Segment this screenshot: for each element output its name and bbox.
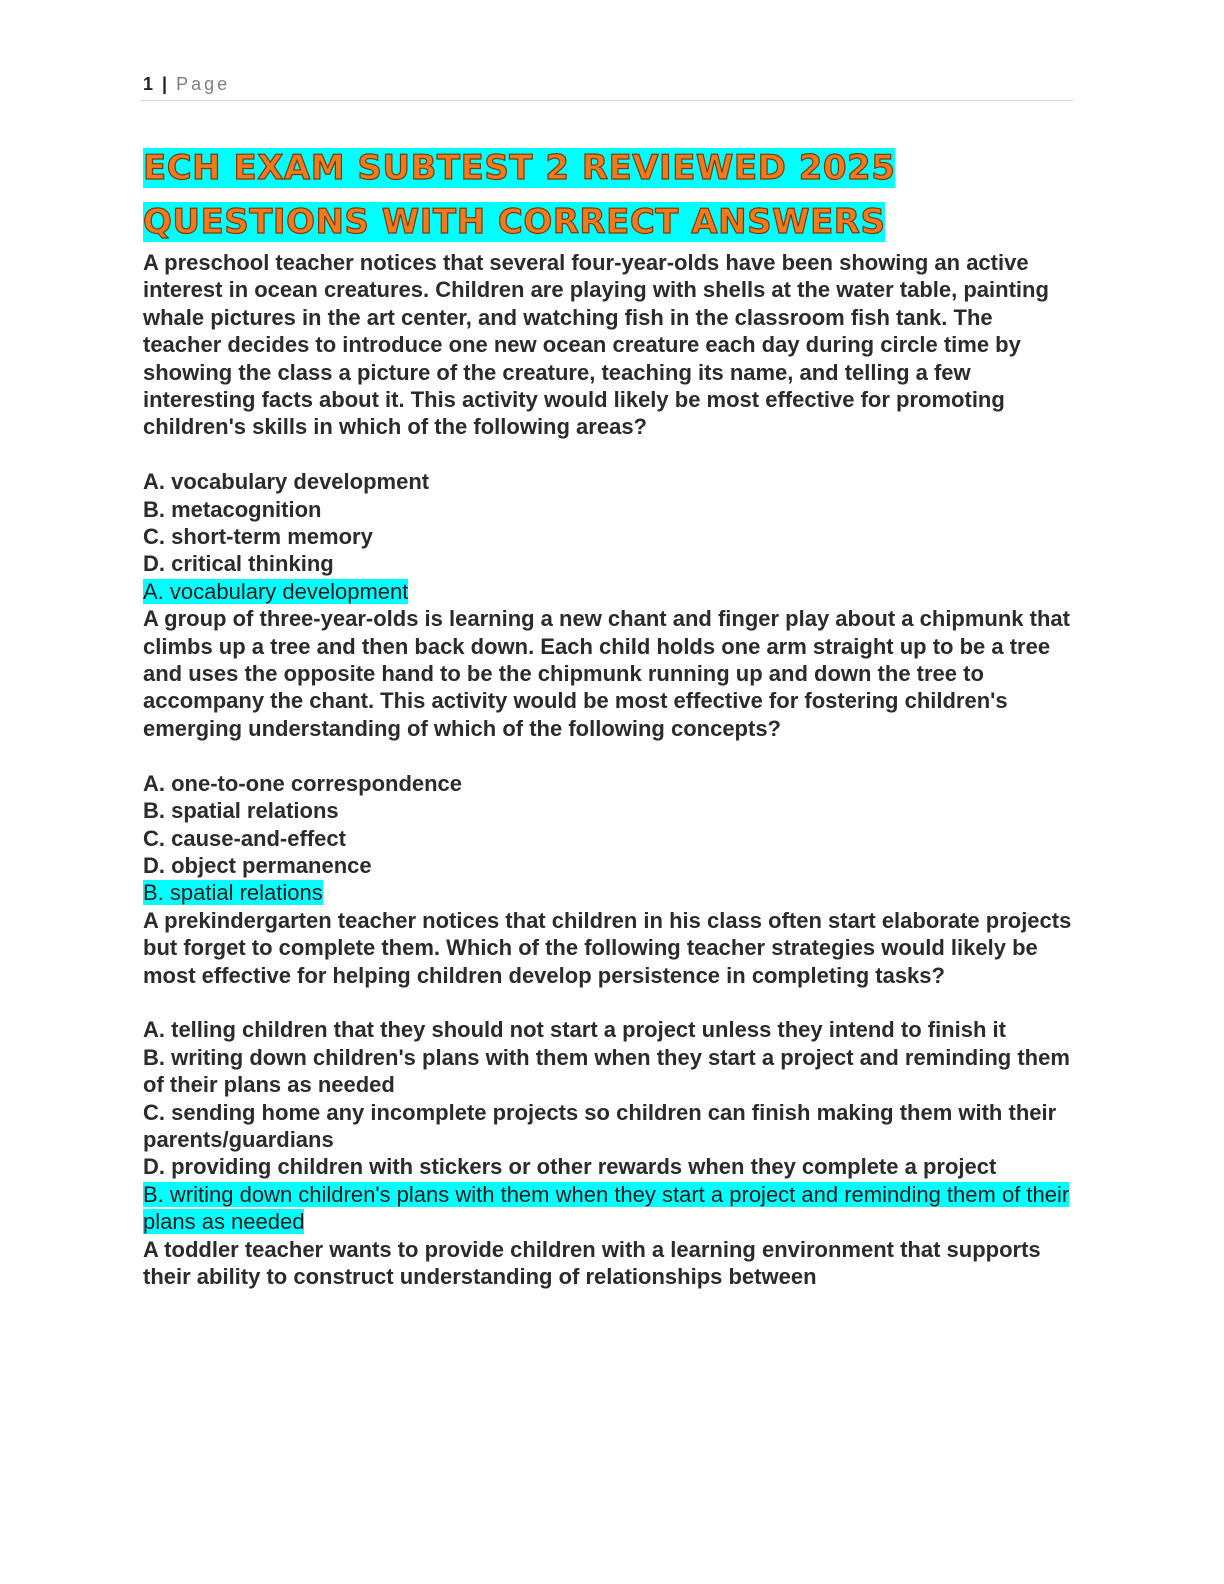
blank-line [143, 441, 1073, 468]
option-a: A. one-to-one correspondence [143, 770, 463, 796]
question-text: A group of three-year-olds is learning a new chant and finger play about a chipmunk that climbs up a tree and then back down. Each child holds one arm straight up to be a tree and uses the opposite hand to be the chipmunk running up and down the tree to accompany the chant. This activity would be most effective for fostering children's emerging understanding of which of the following concepts? [143, 606, 1070, 741]
option-b: B. metacognition [143, 496, 322, 522]
option-d: D. object permanence [143, 852, 372, 878]
option-a: A. vocabulary development [143, 469, 430, 495]
document-title [143, 141, 1073, 249]
answer-highlight: B. spatial relations [143, 880, 323, 906]
blank-line [143, 989, 1073, 1016]
option-d: D. critical thinking [143, 551, 334, 577]
title-line-2: QUESTIONS WITH CORRECT ANSWERS [143, 202, 886, 242]
header-separator: | [162, 74, 168, 94]
answer-highlight: A. vocabulary development [143, 578, 409, 604]
option-b: B. spatial relations [143, 798, 339, 824]
correct-answer [143, 1181, 1073, 1236]
option-d: D. providing children with stickers or other rewards when they complete a project [143, 1154, 997, 1180]
question-text: A toddler teacher wants to provide children with a learning environment that supports their ability to construct understanding of relationships between [143, 1236, 1041, 1289]
header-divider [140, 100, 1073, 101]
page-number: 1 [143, 74, 154, 94]
question-text: A preschool teacher notices that several four-year-olds have been showing an active interest in ocean creatures. Children are playing with shells at the water table, painting whale pictures in the art center, and watching fish in the classroom fish tank. The teacher decides to introduce one new ocean creature each day during circle time by showing the class a picture of the creature, teaching its name, and telling a few interesting facts about it. This activity would likely be most effective for promoting children's skills in which of the following areas? [143, 250, 1049, 440]
correct-answer [143, 578, 1073, 605]
blank-line [143, 742, 1073, 769]
document-body [143, 141, 1073, 1290]
correct-answer [143, 879, 1073, 906]
question-text: A prekindergarten teacher notices that children in his class often start elaborate projects but forget to complete them. Which of the following teacher strategies would likely be most effective for helping children develop persistence in completing tasks? [143, 907, 1072, 988]
option-a: A. telling children that they should not start a project unless they intend to finish it [143, 1017, 1006, 1043]
option-c: C. sending home any incomplete projects so children can finish making them with their parents/guardians [143, 1099, 1057, 1152]
title-line-1: ECH EXAM SUBTEST 2 REVIEWED 2025 [143, 148, 896, 188]
page-header [143, 74, 1073, 95]
page-label: Page [176, 74, 231, 94]
option-b: B. writing down children's plans with them when they start a project and reminding them of their plans as needed [143, 1044, 1070, 1098]
option-c: C. cause-and-effect [143, 825, 346, 851]
option-c: C. short-term memory [143, 524, 373, 550]
answer-highlight: B. writing down children's plans with them when they start a project and reminding them of their plans as needed [143, 1181, 1070, 1235]
